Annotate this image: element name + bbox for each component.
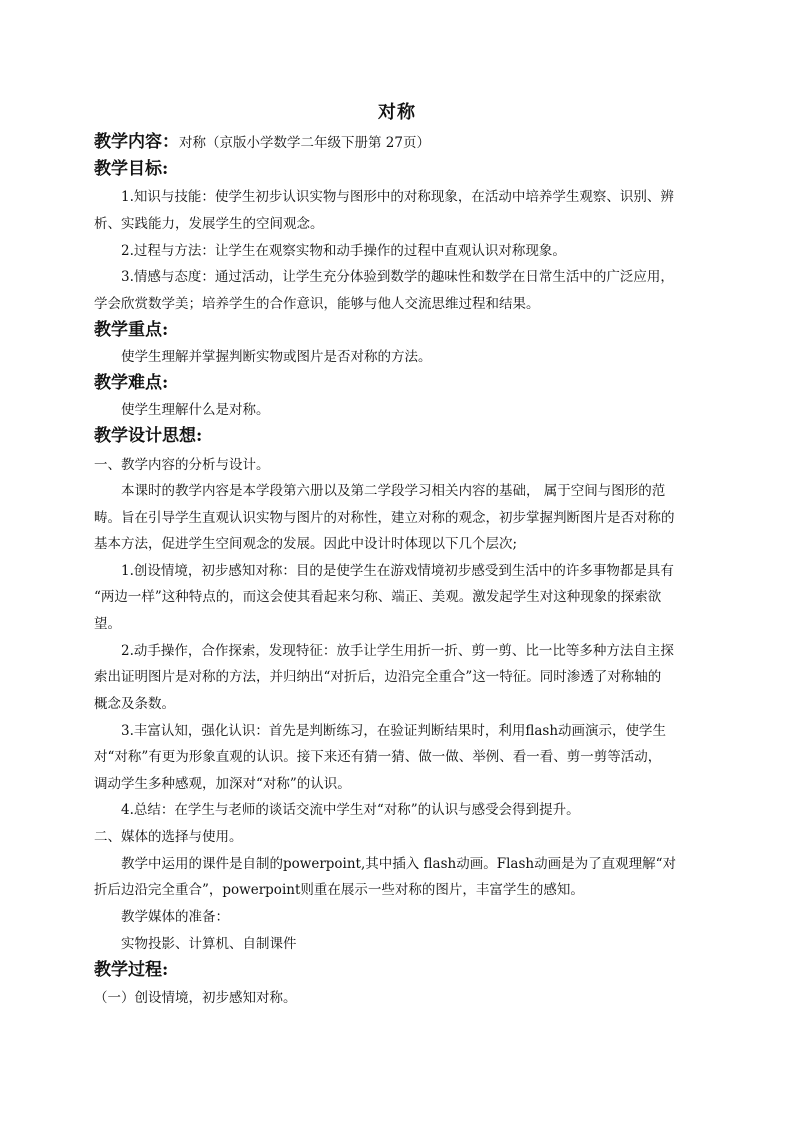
content-heading-row [94, 127, 430, 152]
design-line: 对“对称”有更为形象直观的认识。接下来还有猜一猜、做一做、举例、看一看、剪一剪等活动， [94, 749, 662, 765]
difficulty-heading: 教学难点: [94, 373, 169, 393]
design-line: 4.总结：在学生与老师的谈话交流中学生对“对称”的认识与感受会得到提升。 [121, 802, 580, 818]
design-line: 望。 [94, 616, 121, 632]
content-text: 对称（京版小学数学二年级下册第 27页） [179, 135, 430, 151]
goal-line: 2.过程与方法：让学生在观察实物和动手操作的过程中直观认识对称现象。 [121, 243, 566, 259]
design-line: 教学中运用的课件是自制的powerpoint,其中插入 flash动画。Flash动画是为了直观理解“对 [121, 856, 676, 872]
goals-heading: 教学目标: [94, 159, 169, 179]
design-line: 索出证明图片是对称的方法，并归纳出“对折后，边沿完全重合”这一特征。同时渗透了对称轴的 [94, 669, 662, 685]
process-line: （一）创设情境，初步感知对称。 [94, 990, 297, 1006]
design-line: 调动学生多种感观，加深对“对称”的认识。 [94, 776, 351, 792]
design-heading: 教学设计思想: [94, 426, 203, 446]
key-heading: 教学重点: [94, 320, 169, 340]
goal-line: 1.知识与技能：使学生初步认识实物与图形中的对称现象，在活动中培养学生观察、识别、辨 [121, 189, 674, 205]
design-line: 教学媒体的准备： [121, 909, 229, 925]
design-line: “两边一样”这种特点的，而这会使其看起来匀称、端正、美观。激发起学生对这种现象的探索欲 [94, 589, 662, 605]
section-title: 一、教学内容的分析与设计。 [94, 457, 270, 473]
goal-line: 3.情感与态度：通过活动，让学生充分体验到数学的趣味性和数学在日常生活中的广泛应用， [121, 269, 674, 285]
design-line: 2.动手操作，合作探索，发现特征：放手让学生用折一折、剪一剪、比一比等多种方法自主探 [121, 643, 674, 659]
design-line: 概念及条数。 [94, 696, 175, 712]
section-title: 二、媒体的选择与使用。 [94, 829, 243, 845]
process-heading: 教学过程: [94, 960, 169, 980]
design-line: 畴。旨在引导学生直观认识实物与图片的对称性，建立对称的观念，初步掌握判断图片是否对称的 [94, 510, 675, 526]
page-title: 对称 [378, 102, 416, 123]
design-line: 折后边沿完全重合”，powerpoint则重在展示一些对称的图片，丰富学生的感知。 [94, 882, 584, 898]
design-line: 本课时的教学内容是本学段第六册以及第二学段学习相关内容的基础， 属于空间与图形的范 [121, 483, 666, 499]
design-line: 1.创设情境，初步感知对称：目的是使学生在游戏情境初步感受到生活中的许多事物都是具有 [121, 563, 674, 579]
difficulty-text: 使学生理解什么是对称。 [121, 402, 270, 418]
design-line: 3.丰富认知，强化认识：首先是判断练习，在验证判断结果时，利用flash动画演示，使学生 [121, 723, 667, 739]
goal-line: 学会欣赏数学美；培养学生的合作意识，能够与他人交流思维过程和结果。 [94, 296, 540, 312]
content-heading: 教学内容： [94, 132, 179, 152]
design-line: 实物投影、计算机、自制课件 [121, 936, 297, 952]
goal-line: 析、实践能力，发展学生的空间观念。 [94, 216, 324, 232]
design-line: 基本方法，促进学生空间观念的发展。因此中设计时体现以下几个层次; [94, 536, 518, 552]
key-text: 使学生理解并掌握判断实物或图片是否对称的方法。 [121, 349, 432, 365]
